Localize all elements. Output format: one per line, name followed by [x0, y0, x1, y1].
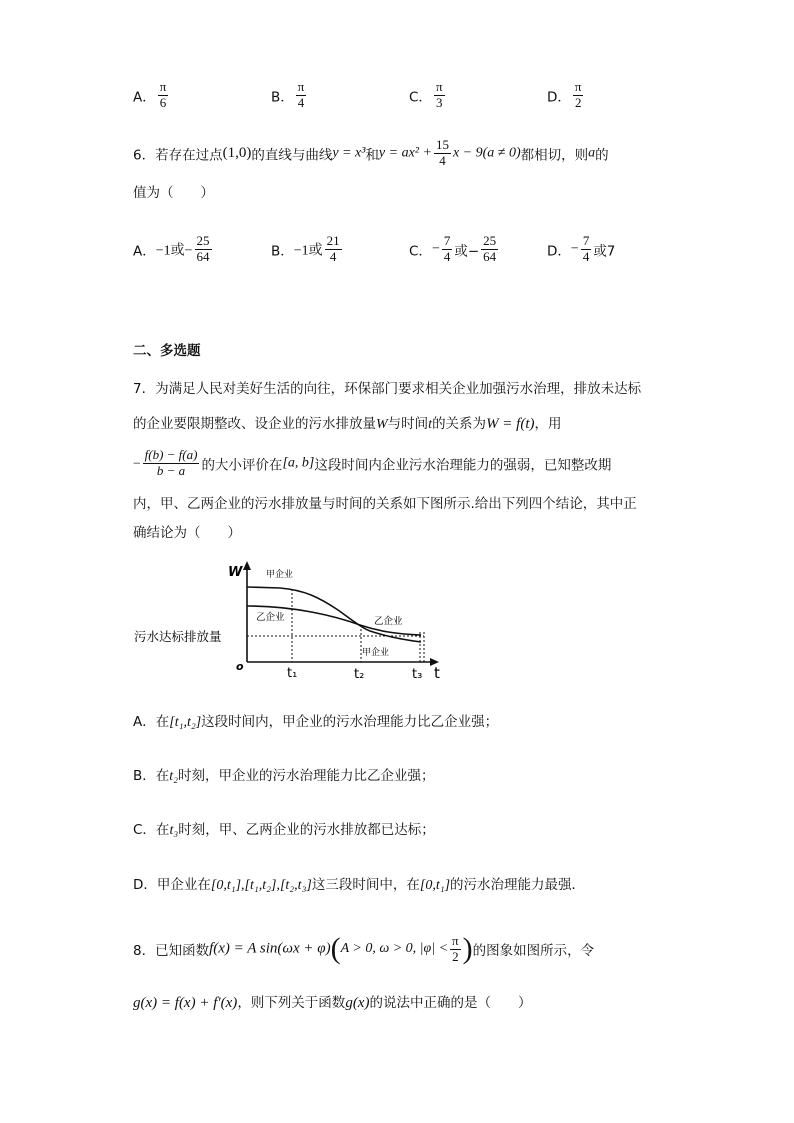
fraction: $\frac{\pi}{6}$ — [159, 79, 167, 110]
section-title: 二、多选题 — [133, 343, 201, 359]
q5-option-c — [409, 80, 447, 111]
fraction: $\frac{\pi}{4}$ — [297, 79, 305, 110]
x-axis-label: t — [434, 664, 440, 682]
q6-options — [133, 234, 793, 274]
q7-option-a: A．在[t₁,t₂]这段时间内，甲企业的污水治理能力比乙企业强； — [133, 714, 499, 730]
standard-label: 污水达标排放量 — [134, 629, 222, 644]
q7-stem-line4: 内，甲、乙两企业的污水排放量与时间的关系如下图所示.给出下列四个结论，其中正 — [133, 496, 637, 512]
emission-figure — [130, 558, 450, 688]
q5-option-a — [133, 80, 170, 111]
q5-options — [133, 76, 793, 116]
fraction: $\frac{\pi}{3}$ — [435, 79, 443, 110]
option-label: A． — [133, 89, 156, 106]
q6-option-b: B．−1或 $\frac{21}{4}$ — [271, 233, 340, 264]
q7-stem-line3: − $\frac{f(b) - f(a)}{b - a}$ 的大小评价在[a, b]这段时间内企业污水治理能力的强弱，已知整改期 — [133, 447, 612, 478]
origin-label: o — [236, 660, 244, 673]
y-axis-label: W — [228, 565, 243, 580]
q7-stem-line5: 确结论为（ ） — [133, 525, 241, 541]
q7-stem-line2: 的企业要限期整改、设企业的污水排放量W与时间t的关系为W = f(t)，用 — [133, 416, 562, 432]
q5-option-d — [547, 80, 585, 111]
q8-stem-line1: 8．已知函数f(x) = A sin(ωx + φ)(A > 0, ω > 0, |φ| < $\frac{\pi}{2}$ )的图象如图所示，令 — [133, 932, 595, 965]
fraction: $\frac{\pi}{2}$ — [574, 79, 582, 110]
fraction: $\frac{\pi}{2}$ — [452, 932, 459, 964]
y-axis-arrow — [243, 561, 251, 570]
q8-stem-line2: g(x) = f(x) + f′(x)，则下列关于函数g(x)的说法中正确的是（ ） — [133, 995, 532, 1011]
q6-option-d: D．− $\frac{7}{4}$ 或7 — [547, 233, 616, 264]
option-label: C． — [409, 89, 432, 106]
q7-option-b: B．在t₂时刻，甲企业的污水治理能力比乙企业强； — [133, 768, 435, 784]
jia-label-bottom: 甲企业 — [362, 648, 390, 658]
tick-t3: t₃ — [412, 667, 423, 682]
q5-option-b — [271, 80, 308, 111]
fraction: $\frac{f(b) - f(a)}{b - a}$ — [144, 447, 198, 478]
q6-stem-line2: 值为（ ） — [133, 185, 214, 201]
q7-stem-line1: 7．为满足人民对美好生活的向往，环保部门要求相关企业加强污水治理，排放未达标 — [133, 381, 642, 397]
q6-option-a: A．−1或− $\frac{25}{64}$ — [133, 233, 210, 264]
q7-option-d: D．甲企业在[0,t₁],[t₁,t₂],[t₂,t₃]这三段时间中，在[0,t₁]的污水治理能力最强． — [133, 877, 586, 893]
fraction: $\frac{7}{4}$ — [582, 233, 590, 264]
fraction: $\frac{25}{64}$ — [483, 233, 497, 264]
yi-label-left: 乙企业 — [256, 612, 285, 623]
option-label: B． — [271, 89, 294, 106]
tick-t1: t₁ — [287, 666, 298, 681]
q7-option-c: C．在t₃时刻，甲、乙两企业的污水排放都已达标； — [133, 822, 435, 838]
jia-label-top: 甲企业 — [266, 570, 294, 580]
q6-stem-line1: 6．若存在过点(1,0)的直线与曲线y = x³和y = ax² + $\frac{15}{4}$ x − 9(a ≠ 0)都相切，则a的 — [133, 137, 609, 168]
left-paren: ( — [330, 932, 341, 965]
q6-option-c: C．− $\frac{7}{4}$ 或− $\frac{25}{64}$ — [409, 233, 497, 264]
fraction: $\frac{25}{64}$ — [196, 233, 210, 264]
fraction: $\frac{15}{4}$ — [435, 137, 449, 168]
fraction: $\frac{21}{4}$ — [326, 233, 340, 264]
fraction: $\frac{7}{4}$ — [443, 233, 451, 264]
right-paren: ) — [462, 932, 473, 965]
tick-t2: t₂ — [354, 667, 365, 682]
option-label: D． — [547, 89, 571, 106]
yi-label-right: 乙企业 — [374, 616, 403, 627]
